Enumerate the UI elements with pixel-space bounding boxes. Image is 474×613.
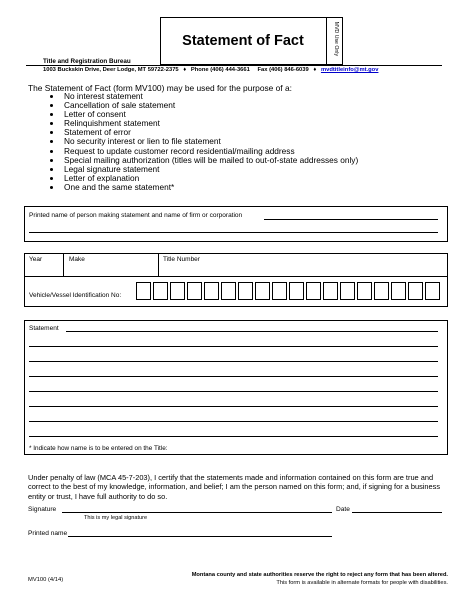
vin-label: Vehicle/Vessel Identification No:: [29, 292, 122, 299]
contact-line: [43, 67, 463, 73]
vin-cell-8[interactable]: [255, 282, 270, 300]
intro-text: The Statement of Fact (form MV100) may be used for the purpose of a:: [28, 83, 292, 93]
vin-cell-11[interactable]: [306, 282, 321, 300]
make-label: Make: [69, 256, 85, 263]
statement-line[interactable]: [29, 376, 438, 377]
printed-name-sign-field[interactable]: [68, 536, 332, 537]
printed-name-field[interactable]: [264, 219, 438, 220]
email-link[interactable]: mvdtitleinfo@mt.gov: [320, 67, 379, 73]
mvd-use-only-label: MVD Use Only: [332, 21, 339, 57]
list-item: • Letter of consent: [62, 110, 358, 119]
vehicle-col-divider-2: [158, 253, 159, 276]
statement-line[interactable]: [29, 391, 438, 392]
certification-text: Under penalty of law (MCA 45-7-203), I certify that the statements made and information contained on this form are true and correct to the best of my knowledge, information, and belief; I am the person named on this form; and, if signing for a business entity or trust, I have full authority to do so.: [28, 473, 441, 501]
vin-cell-14[interactable]: [357, 282, 372, 300]
vehicle-divider: [24, 276, 448, 277]
form-number: MV100 (4/14): [28, 577, 64, 583]
vin-cell-12[interactable]: [323, 282, 338, 300]
vin-cell-7[interactable]: [238, 282, 253, 300]
date-label: Date: [336, 506, 350, 513]
list-item: • One and the same statement*: [62, 183, 358, 192]
list-item: • No security interest or lien to file statement: [62, 137, 358, 146]
statement-line[interactable]: [29, 436, 438, 437]
statement-line[interactable]: [66, 331, 438, 332]
vin-cell-9[interactable]: [272, 282, 287, 300]
vin-cell-13[interactable]: [340, 282, 355, 300]
reserve-notice: Montana county and state authorities reserve the right to reject any form that has been altered.: [191, 572, 448, 578]
vin-cell-16[interactable]: [391, 282, 406, 300]
address-text: 1003 Buckskin Drive, Deer Lodge, MT 59722-2375: [43, 67, 179, 73]
vin-cell-10[interactable]: [289, 282, 304, 300]
statement-line[interactable]: [29, 346, 438, 347]
date-field[interactable]: [352, 512, 442, 513]
legal-signature-note: This is my legal signature: [84, 515, 148, 521]
vin-cell-2[interactable]: [153, 282, 168, 300]
list-item: • No interest statement: [62, 92, 358, 101]
year-label: Year: [29, 256, 43, 263]
mvd-use-only-divider: [326, 17, 327, 65]
purpose-list: [48, 92, 358, 192]
phone-text: Phone (406) 444-3661: [190, 67, 250, 73]
statement-label: Statement: [29, 325, 59, 332]
form-title: Statement of Fact: [182, 33, 304, 49]
header-rule: [26, 65, 442, 66]
printed-name-field-2[interactable]: [29, 232, 438, 233]
signature-label: Signature: [28, 506, 57, 513]
alternate-formats-notice: This form is available in alternate formats for people with disabilities.: [276, 580, 448, 586]
list-item: • Relinquishment statement: [62, 119, 358, 128]
vin-cell-5[interactable]: [204, 282, 219, 300]
list-item: • Statement of error: [62, 128, 358, 137]
fax-text: Fax (406) 846-6039: [257, 67, 309, 73]
bureau-name: Title and Registration Bureau: [43, 58, 131, 65]
printed-name-label: Printed name of person making statement and name of firm or corporation: [29, 212, 243, 219]
list-item: • Cancellation of sale statement: [62, 101, 358, 110]
vin-cell-17[interactable]: [408, 282, 423, 300]
vin-cell-18[interactable]: [425, 282, 440, 300]
vin-cell-15[interactable]: [374, 282, 389, 300]
separator-icon: ♦: [313, 67, 317, 73]
list-item: • Special mailing authorization (titles will be mailed to out-of-state addresses only): [62, 156, 358, 165]
statement-line[interactable]: [29, 421, 438, 422]
list-item: • Request to update customer record residential/mailing address: [62, 147, 358, 156]
list-item: • Letter of explanation: [62, 174, 358, 183]
name-footnote: * Indicate how name is to be entered on the Title:: [29, 445, 168, 452]
printed-name-sign-label: Printed name: [28, 530, 68, 537]
vin-cell-1[interactable]: [136, 282, 151, 300]
separator-icon: ♦: [183, 67, 187, 73]
vin-cell-4[interactable]: [187, 282, 202, 300]
statement-line[interactable]: [29, 361, 438, 362]
list-item: • Legal signature statement: [62, 165, 358, 174]
statement-line[interactable]: [29, 406, 438, 407]
signature-field[interactable]: [62, 512, 332, 513]
vehicle-col-divider-1: [63, 253, 64, 276]
vin-cell-3[interactable]: [170, 282, 185, 300]
title-number-label: Title Number: [163, 256, 200, 263]
statement-box: [24, 320, 448, 455]
vin-cell-6[interactable]: [221, 282, 236, 300]
